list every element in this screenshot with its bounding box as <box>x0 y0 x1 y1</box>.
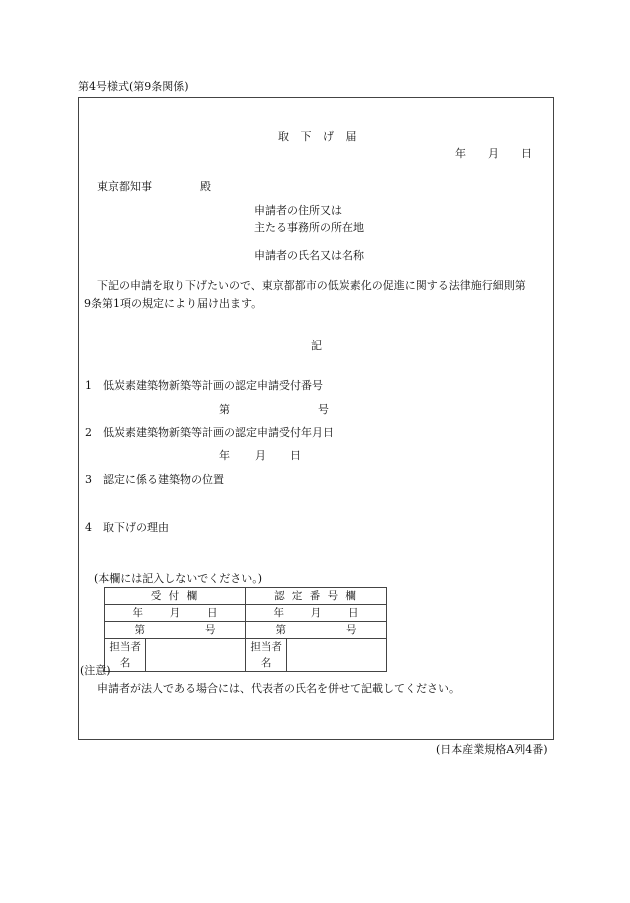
reception-go: 号 <box>205 624 216 636</box>
approval-person-label: 担当者名 <box>246 639 287 672</box>
addressee-name: 東京都知事 <box>97 180 152 193</box>
item-2-number: 2 <box>85 426 92 439</box>
body-text-line-2: 9条第1項の規定により届け出ます。 <box>84 297 263 310</box>
item-3-number: 3 <box>85 473 92 486</box>
office-table-col2-header: 認 定 番 号 欄 <box>246 588 387 605</box>
item-1-label: 低炭素建築物新築等計画の認定申請受付番号 <box>103 379 323 392</box>
item-2-month: 月 <box>255 449 266 462</box>
paper-size-note: (日本産業規格A列4番) <box>436 743 548 756</box>
approval-go: 号 <box>346 624 357 636</box>
approval-dai: 第 <box>275 624 286 636</box>
item-2-label: 低炭素建築物新築等計画の認定申請受付年月日 <box>103 426 334 439</box>
office-table-approval-number <box>246 622 387 639</box>
item-1-number: 1 <box>85 379 92 392</box>
approval-day: 日 <box>347 607 359 619</box>
approval-month: 月 <box>310 607 322 619</box>
date-month: 月 <box>488 147 499 160</box>
office-table-reception-date <box>105 605 246 622</box>
ki-heading: 記 <box>311 339 322 352</box>
applicant-address-label-2: 主たる事務所の所在地 <box>254 221 364 234</box>
item-1-go: 号 <box>318 403 329 416</box>
item-2-year: 年 <box>219 449 230 462</box>
applicant-address-label-1: 申請者の住所又は <box>254 204 342 217</box>
date-year: 年 <box>455 147 466 160</box>
approval-year: 年 <box>273 607 285 619</box>
applicant-name-label: 申請者の氏名又は名称 <box>254 249 364 262</box>
item-1-dai: 第 <box>219 403 230 416</box>
reception-month: 月 <box>169 607 181 619</box>
notes-heading: (注意) <box>80 664 111 677</box>
reception-person-label: 担当者名 <box>105 639 146 672</box>
office-use-note: (本欄には記入しないでください。) <box>94 572 263 585</box>
reception-person-value <box>146 639 246 672</box>
approval-person-value <box>287 639 387 672</box>
reception-day: 日 <box>206 607 218 619</box>
date-day: 日 <box>521 147 532 160</box>
body-text-line-1: 下記の申請を取り下げたいので、東京都都市の低炭素化の促進に関する法律施行細則第 <box>97 279 526 292</box>
office-table-col1-header: 受 付 欄 <box>105 588 246 605</box>
item-4-label: 取下げの理由 <box>103 521 169 534</box>
notes-text: 申請者が法人である場合には、代表者の氏名を併せて記載してください。 <box>97 682 460 695</box>
form-title: 取 下 げ 届 <box>278 130 361 143</box>
form-number: 第4号様式(第9条関係) <box>78 80 189 93</box>
addressee-honorific: 殿 <box>200 180 211 193</box>
reception-dai: 第 <box>134 624 145 636</box>
item-3-label: 認定に係る建築物の位置 <box>103 473 224 486</box>
office-table-approval-date <box>246 605 387 622</box>
office-table-reception-number <box>105 622 246 639</box>
item-4-number: 4 <box>85 521 92 534</box>
reception-year: 年 <box>132 607 144 619</box>
office-use-table <box>104 587 387 672</box>
item-2-day: 日 <box>290 449 301 462</box>
